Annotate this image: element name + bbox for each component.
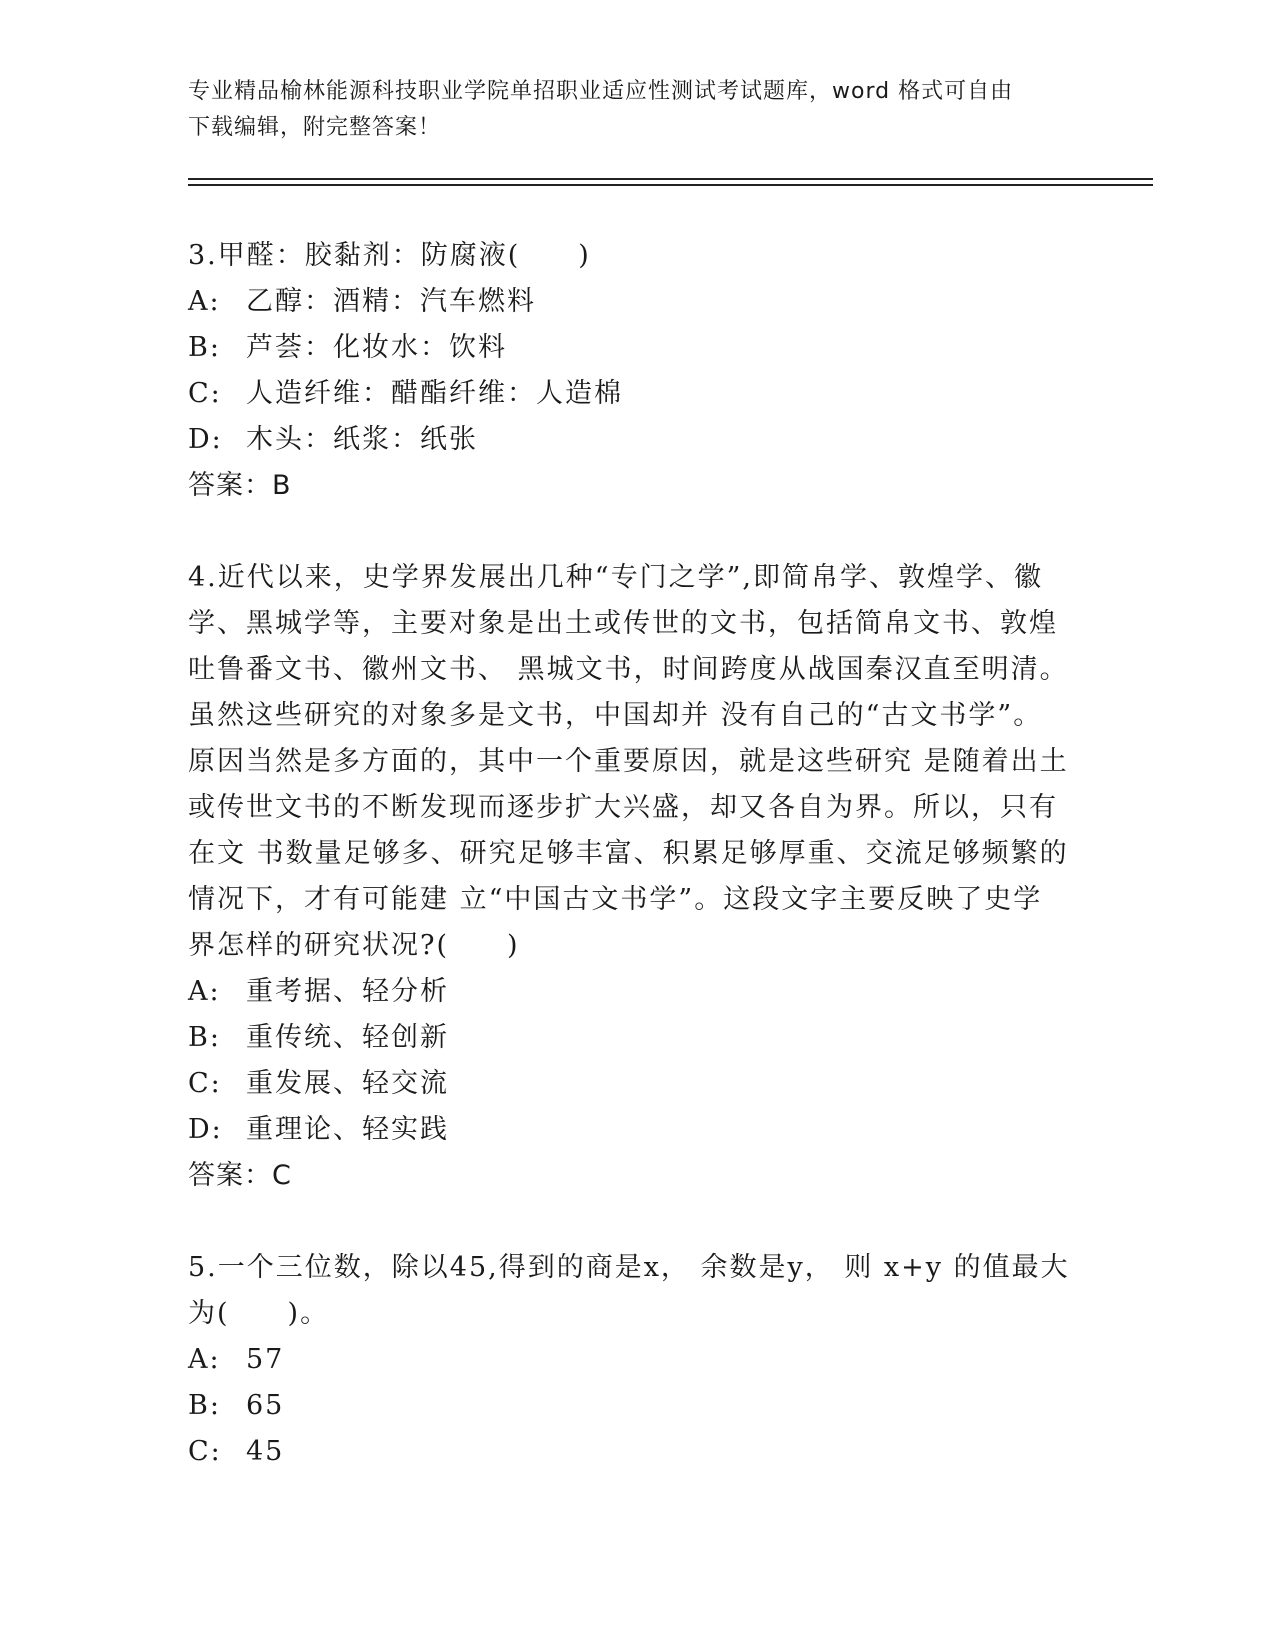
option-key: C: [188, 378, 222, 409]
question-stem [188, 1245, 1088, 1337]
option-d [188, 417, 1088, 463]
option-a [188, 1337, 1088, 1383]
question-4 [188, 555, 1088, 1199]
stem-line: 在文 书数量足够多、研究足够丰富、积累足够厚重、交流足够频繁的 [188, 838, 1069, 869]
stem-line: 吐鲁番文书、徽州文书、 黑城文书，时间跨度从战国秦汉直至明清。 [188, 654, 1069, 685]
document-header [188, 74, 1088, 146]
stem-line: 3.甲醛：胶黏剂：防腐液( ) [188, 240, 591, 271]
option-c [188, 371, 1088, 417]
option-key: C: [188, 1436, 222, 1467]
option-b [188, 1383, 1088, 1429]
stem-line: 4.近代以来，史学界发展出几种“专门之学”,即简帛学、敦煌学、徽 [188, 562, 1043, 593]
option-key: B: [188, 1390, 221, 1421]
option-text: 重理论、轻实践 [246, 1114, 449, 1145]
stem-line: 原因当然是多方面的，其中一个重要原因，就是这些研究 是随着出土 [188, 746, 1069, 777]
option-key: D: [188, 1114, 223, 1145]
option-a [188, 279, 1088, 325]
option-d [188, 1107, 1088, 1153]
stem-line: 为( )。 [188, 1298, 330, 1329]
answer: 答案：B [188, 470, 292, 501]
answer: 答案：C [188, 1160, 292, 1191]
option-key: A: [188, 1344, 221, 1375]
option-key: C: [188, 1068, 222, 1099]
header-rule-bottom [188, 184, 1153, 186]
option-key: A: [188, 976, 221, 1007]
question-list [188, 233, 1088, 1475]
option-text: 45 [246, 1436, 285, 1467]
option-text: 65 [246, 1390, 285, 1421]
option-c [188, 1429, 1088, 1475]
spacer [188, 1199, 1088, 1245]
question-stem [188, 233, 1088, 279]
option-key: A: [188, 286, 221, 317]
stem-line: 或传世文书的不断发现而逐步扩大兴盛，却又各自为界。所以，只有 [188, 792, 1058, 823]
stem-line: 5.一个三位数，除以45,得到的商是x， 余数是y， 则 x+y 的值最大 [188, 1252, 1070, 1283]
option-key: B: [188, 332, 221, 363]
question-5 [188, 1245, 1088, 1475]
option-text: 57 [246, 1344, 285, 1375]
option-c [188, 1061, 1088, 1107]
stem-line: 情况下，才有可能建 立“中国古文书学”。这段文字主要反映了史学 [188, 884, 1043, 915]
header-line-2: 下载编辑，附完整答案！ [188, 115, 442, 140]
stem-line: 学、黑城学等，主要对象是出土或传世的文书，包括简帛文书、敦煌 [188, 608, 1058, 639]
option-text: 芦荟：化妆水：饮料 [246, 332, 507, 363]
header-rule-top [188, 178, 1153, 180]
spacer [188, 509, 1088, 555]
option-text: 乙醇：酒精：汽车燃料 [246, 286, 536, 317]
option-key: D: [188, 424, 223, 455]
option-text: 重考据、轻分析 [246, 976, 449, 1007]
header-line-1: 专业精品榆林能源科技职业学院单招职业适应性测试考试题库，word 格式可自由 [188, 79, 1014, 104]
option-key: B: [188, 1022, 221, 1053]
option-text: 重发展、轻交流 [246, 1068, 449, 1099]
option-b [188, 1015, 1088, 1061]
option-a [188, 969, 1088, 1015]
option-text: 木头：纸浆：纸张 [246, 424, 478, 455]
option-text: 重传统、轻创新 [246, 1022, 449, 1053]
option-b [188, 325, 1088, 371]
option-text: 人造纤维：醋酯纤维：人造棉 [246, 378, 623, 409]
question-3 [188, 233, 1088, 509]
stem-line: 界怎样的研究状况?( ) [188, 930, 520, 961]
question-stem [188, 555, 1088, 969]
stem-line: 虽然这些研究的对象多是文书，中国却并 没有自己的“古文书学”。 [188, 700, 1043, 731]
